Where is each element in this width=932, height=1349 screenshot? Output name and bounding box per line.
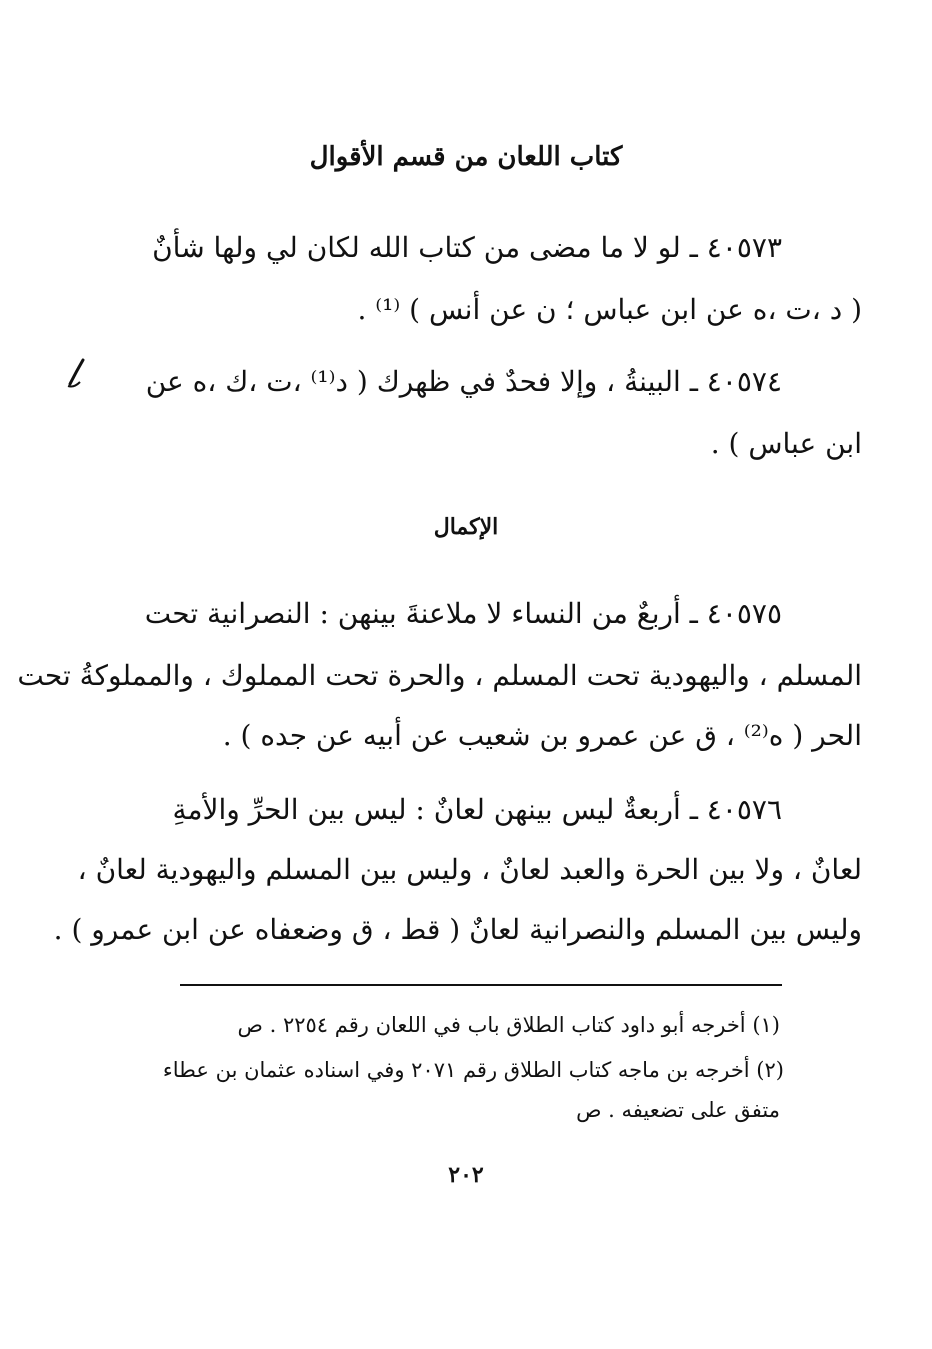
hadith-40576-line-2: لعانٌ ، ولا بين الحرة والعبد لعانٌ ، وليس بين المسلم واليهودية لعانٌ ، [77, 853, 862, 886]
hadith-40573-line-2: ( د ،ت ،ه عن ابن عباس ؛ ن عن أنس ) ⁽¹⁾ . [357, 293, 862, 326]
hadith-40576-line-3: وليس بين المسلم والنصرانية لعانٌ ( قط ، ق وضعفاه عن ابن عمرو ) . [53, 913, 862, 946]
footnote-divider [180, 984, 782, 986]
hadith-40575-line-3: الحر ( ه⁽²⁾ ، ق عن عمرو بن شعيب عن أبيه عن جده ) . [222, 719, 862, 752]
footnote-1: (١) أخرجه أبو داود كتاب الطلاق باب في اللعان رقم ٢٢٥٤ . ص [237, 1013, 780, 1037]
footnote-2-line-1: (٢) أخرجه بن ماجه كتاب الطلاق رقم ٢٠٧١ وفي اسناده عثمان بن عطاء [162, 1058, 784, 1082]
hadith-40575-line-1: ٤٠٥٧٥ ـ أربعٌ من النساء لا ملاعنةَ بينهن : النصرانية تحت [144, 597, 782, 630]
handwritten-mark [66, 352, 86, 392]
hadith-40574-line-2: ابن عباس ) . [710, 427, 862, 460]
hadith-40573-line-1: ٤٠٥٧٣ ـ لو لا ما مضى من كتاب الله لكان لي ولها شأنٌ [152, 231, 782, 264]
page-number: ٢٠٢ [448, 1162, 484, 1188]
footnote-2-line-2: متفق على تضعيفه . ص [576, 1098, 780, 1122]
subsection-title: الإكمال [433, 514, 499, 540]
section-title: كتاب اللعان من قسم الأقوال [309, 142, 623, 172]
hadith-40575-line-2: المسلم ، واليهودية تحت المسلم ، والحرة تحت المملوك ، والمملوكةُ تحت [17, 659, 862, 692]
hadith-40574-line-1: ٤٠٥٧٤ ـ البينةُ ، وإلا فحدٌ في ظهرك ( د⁽¹⁾ ،ت ،ك ،ه عن [145, 365, 782, 398]
hadith-40576-line-1: ٤٠٥٧٦ ـ أربعةٌ ليس بينهن لعانٌ : ليس بين الحرِّ والأمةِ [172, 793, 782, 826]
